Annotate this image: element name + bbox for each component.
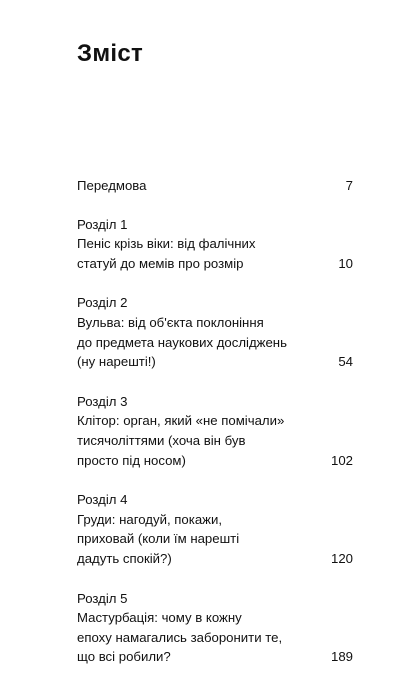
table-of-contents — [77, 176, 353, 687]
toc-chapter-title-line: Груди: нагодуй, покажи, — [77, 511, 223, 527]
toc-page-number: 102 — [330, 452, 353, 468]
page-title: Зміст — [77, 40, 144, 67]
toc-chapter-title-line: статуй до мемів про розмір — [77, 255, 244, 271]
toc-chapter-title-line: просто під носом) — [77, 452, 186, 468]
toc-chapter-title-line: Пеніс крізь віки: від фалічних — [77, 236, 256, 252]
toc-page-number: 120 — [330, 550, 353, 566]
toc-page-number: 10 — [338, 255, 353, 271]
toc-chapter-label: Розділ 3 — [77, 393, 128, 409]
toc-chapter-title-line: тисячоліттями (хоча він був — [77, 432, 246, 448]
toc-chapter-title-line: Вульва: від об'єкта поклоніння — [77, 314, 264, 330]
toc-chapter-title-line: дадуть спокій?) — [77, 550, 172, 566]
toc-entry-chapter-2[interactable] — [77, 293, 353, 371]
toc-chapter-label: Розділ 1 — [77, 216, 128, 232]
toc-entry-preface[interactable] — [77, 176, 353, 196]
toc-chapter-title-line: до предмета наукових досліджень — [77, 334, 287, 350]
toc-page-number: 54 — [338, 354, 353, 370]
toc-entry-chapter-1[interactable] — [77, 215, 353, 274]
toc-entry-chapter-4[interactable] — [77, 490, 353, 568]
toc-chapter-title-line: (ну нарешті!) — [77, 354, 156, 370]
toc-page-number: 189 — [330, 649, 353, 665]
toc-entry-chapter-3[interactable] — [77, 392, 353, 470]
toc-chapter-title-line: приховай (коли їм нарешті — [77, 531, 240, 547]
toc-entry-chapter-5[interactable] — [77, 589, 353, 667]
toc-chapter-label: Розділ 2 — [77, 295, 128, 311]
toc-chapter-title-line: Клітор: орган, який «не помічали» — [77, 413, 285, 429]
toc-chapter-label: Розділ 4 — [77, 492, 128, 508]
toc-page-number: 7 — [345, 178, 353, 193]
toc-entry-label: Передмова — [77, 178, 147, 193]
toc-chapter-label: Розділ 5 — [77, 590, 128, 606]
toc-chapter-title-line: що всі робили? — [77, 649, 171, 665]
toc-chapter-title-line: Мастурбація: чому в кожну — [77, 610, 242, 626]
toc-chapter-title-line: епоху намагались заборонити те, — [77, 629, 283, 645]
